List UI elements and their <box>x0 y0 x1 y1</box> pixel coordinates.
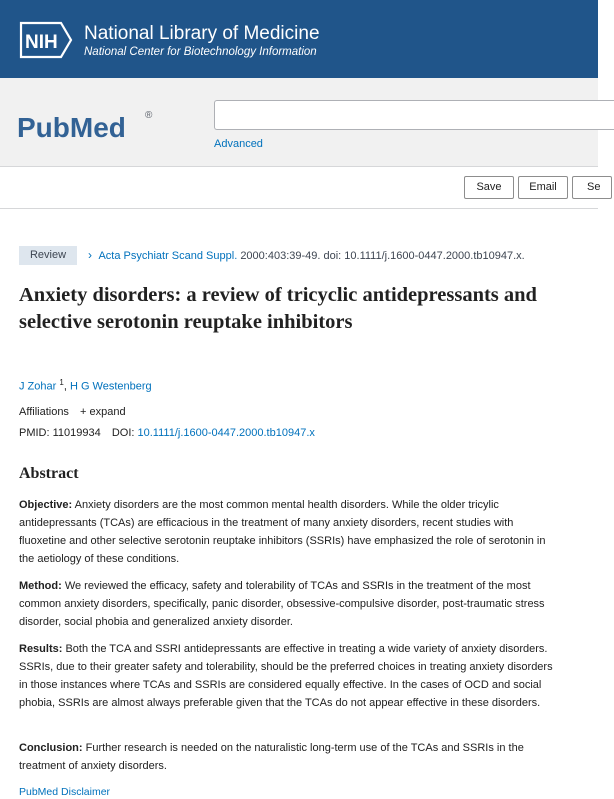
citation-details: 2000:403:39-49. doi: 10.1111/j.1600-0447.2000.tb10947.x. <box>240 250 525 262</box>
nih-logo[interactable] <box>19 21 73 59</box>
article-title: Anxiety disorders: a review of tricyclic antidepressants and selective serotonin reuptake inhibitors <box>19 284 537 333</box>
advanced-search-link[interactable]: Advanced <box>214 138 263 150</box>
article-type-badge: Review <box>19 246 77 265</box>
abstract-objective <box>19 496 559 568</box>
method-text: We reviewed the efficacy, safety and tolerability of TCAs and SSRIs in the treatment of the most common anxiety disorders, specifically, panic disorder, obsessive-compulsive disorder, post-traumatic stress disorder, social phobia and generalized anxiety disorder. <box>19 580 545 628</box>
chevron-right-icon: › <box>88 248 92 262</box>
results-text: Both the TCA and SSRI antidepressants are effective in treating a wide variety of anxiety disorders. SSRIs, due to their greater safety and tolerability, should be the preferred choices in treating anxiety disorders in those instances where TCAs and SSRIs are considered equally effective. In the cases of OCD and social phobia, SSRIs are almost always preferable given that the TCAs do not appear effective in these disorders. <box>19 643 553 709</box>
article-citation <box>88 248 525 262</box>
doi-label: DOI: <box>111 427 135 439</box>
author-link[interactable]: H G Westenberg <box>69 380 152 393</box>
nih-logo-text: NIH <box>25 32 58 53</box>
doi-link[interactable]: 10.1111/j.1600-0447.2000.tb10947.x <box>137 427 315 439</box>
expand-label: expand <box>89 406 126 418</box>
header-divider <box>0 166 598 167</box>
plus-icon: + <box>80 406 87 418</box>
abstract-method <box>19 577 559 631</box>
conclusion-label: Conclusion: <box>19 742 83 754</box>
pubmed-logo[interactable] <box>17 104 157 144</box>
expand-affiliations-toggle[interactable] <box>80 406 126 418</box>
affiliations-row <box>19 406 126 418</box>
pmid-label: PMID: <box>19 427 50 439</box>
method-label: Method: <box>19 580 62 592</box>
search-input[interactable] <box>214 100 614 130</box>
save-button[interactable]: Save <box>464 176 514 199</box>
nih-header <box>0 0 598 78</box>
search-band <box>0 78 598 166</box>
author-list <box>19 378 152 393</box>
author-link[interactable]: J Zohar <box>19 380 57 393</box>
affiliation-ref[interactable]: 1 <box>59 378 64 387</box>
email-button[interactable]: Email <box>518 176 568 199</box>
objective-label: Objective: <box>19 499 73 511</box>
pubmed-logo-text: PubMed <box>17 112 126 143</box>
registered-mark: ® <box>145 110 153 121</box>
objective-text: Anxiety disorders are the most common mental health disorders. While the older tricylic antidepressants (TCAs) are efficacious in the treatment of many anxiety disorders, recent studies with fluoxetine and other selective serotonin reuptake inhibitors (SSRIs) have emphasized the role of serotonin in the aetiology of these conditions. <box>19 499 546 565</box>
nih-subtitle: National Center for Biotechnology Information <box>84 46 317 58</box>
send-to-button[interactable]: Se <box>572 176 612 199</box>
pmid-value: 11019934 <box>52 427 101 439</box>
results-label: Results: <box>19 643 63 655</box>
actions-divider <box>0 208 598 209</box>
abstract-conclusion <box>19 739 559 775</box>
author-separator: , <box>63 380 70 393</box>
affiliations-label: Affiliations <box>19 406 69 418</box>
conclusion-text: Further research is needed on the naturalistic long-term use of the TCAs and SSRIs in the treatment of anxiety disorders. <box>19 742 524 772</box>
abstract-results <box>19 640 559 712</box>
pubmed-disclaimer-link[interactable]: PubMed Disclaimer <box>19 786 111 798</box>
nih-title[interactable]: National Library of Medicine <box>84 23 320 44</box>
identifiers-row <box>19 427 315 439</box>
abstract-heading: Abstract <box>19 465 79 482</box>
journal-link[interactable]: Acta Psychiatr Scand Suppl. <box>98 250 238 262</box>
